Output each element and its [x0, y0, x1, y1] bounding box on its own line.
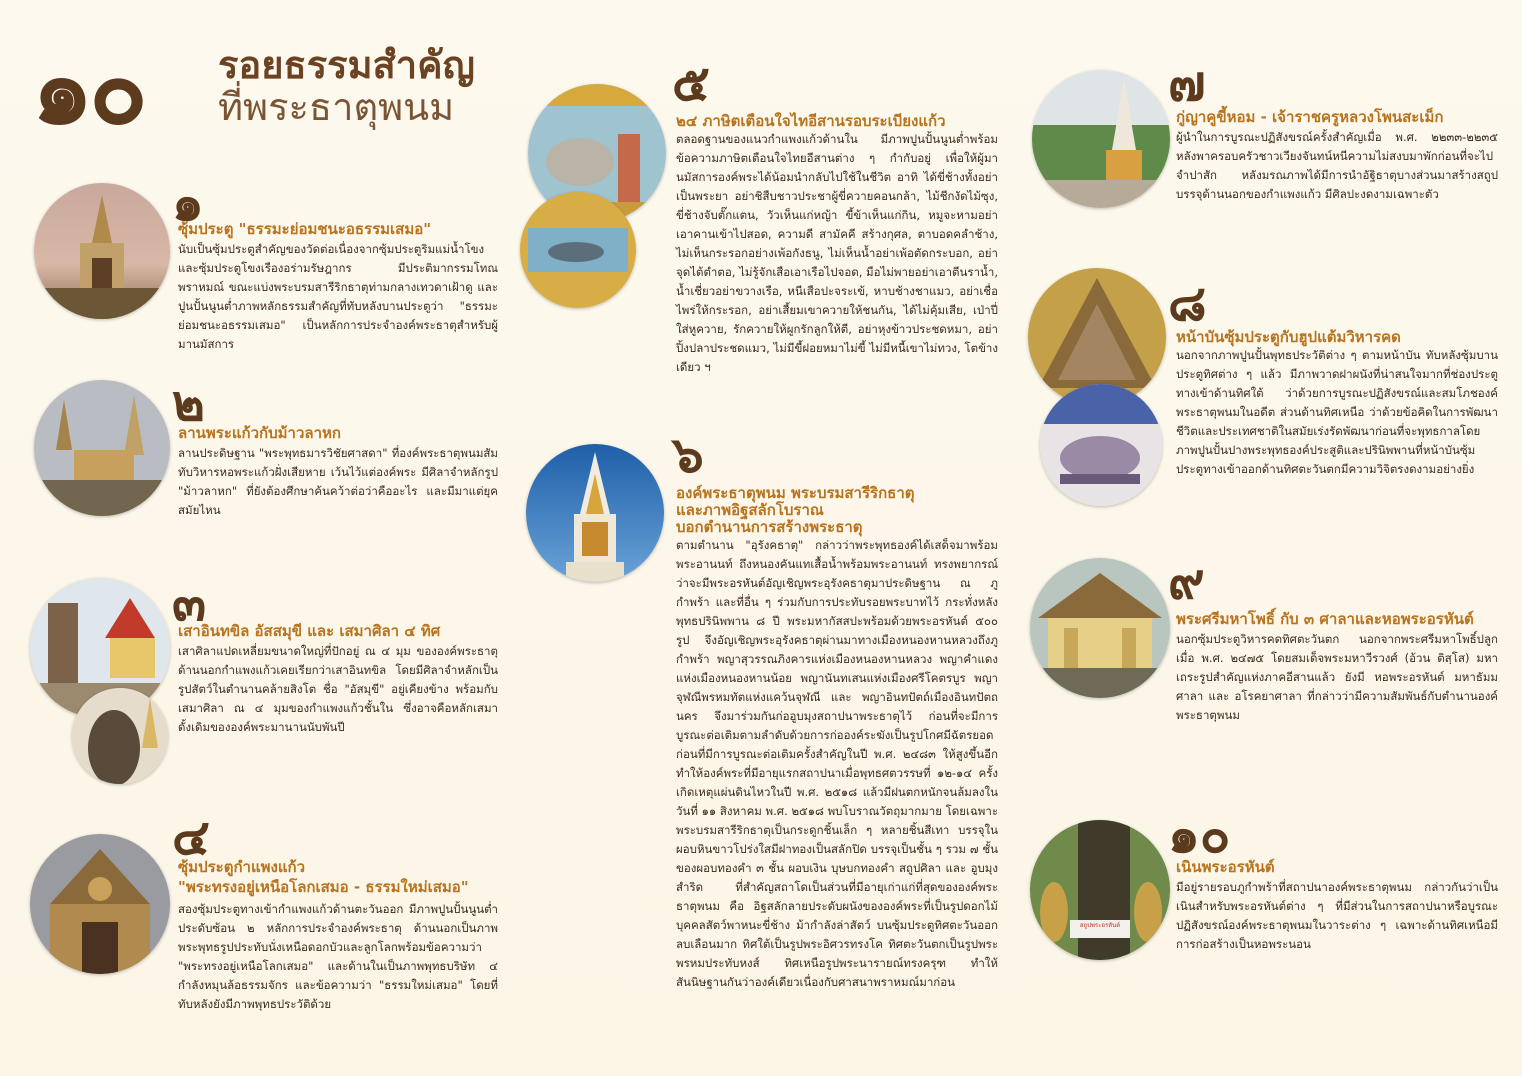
section-3-body: เสาศิลาแปดเหลี่ยมขนาดใหญ่ที่ปักอยู่ ณ ๔ มุม ขององค์พระธาตุด้านนอกกำแพงแก้วเคยเรียกว่าเสาอินทขิล โดยมีศิลาจำหลักเป็นรูปสัตว์ในตำนานคล้ายสิงโต ชื่อ "อัสมุขี" อยู่เคียงข้าง พร้อมกับเสมาศิลา ณ ๔ มุมของกำแพงแก้วชั้นใน ซึ่งอาจคือหลักเสมาดั้งเดิมขององค์พระมานานนับพันปี: [178, 644, 498, 734]
section-7-body: ผู้นำในการบูรณะปฏิสังขรณ์ครั้งสำคัญเมื่อ พ.ศ. ๒๒๓๓-๒๒๓๕ หลังพาครอบครัวชาวเวียงจันทน์หนีความไม่สงบมาพักก่อนที่จะไปจำปาสัก หลังมรณภาพได้มีการนำอัฐิธาตุบางส่วนมาสร้างสถูปบรรจุด้านนอกของกำแพงแก้ว มีศิลปะงดงามเฉพาะตัว: [1176, 130, 1498, 201]
stone-marker-photo: [72, 688, 168, 784]
temple-gate-photo: [34, 183, 170, 319]
section-5-heading: ๒๔ ภาษิตเตือนใจไทอีสานรอบระเบียงแก้ว: [676, 112, 946, 130]
page-subtitle: ที่พระธาตุพนม: [218, 85, 455, 129]
section-6-body: ตามตำนาน "อุรังคธาตุ" กล่าวว่าพระพุทธองค์ได้เสด็จมาพร้อมพระอานนท์ ถึงหนองคันแทเสื้อน้ำพร้อมพระอานนท์ ทรงพยากรณ์ว่าจะมีพระอรหันต์อัญเชิญพระอุรังคธาตุมาประดิษฐาน ณ ภูกำพร้า และที่อื่น ๆ ร่วมกับการประทับรอยพระบาทไว้ กระทั่งหลังพุทธปรินิพพาน ๘ ปี พระมหากัสสปะพร้อมด้วยพระอรหันต์ ๕๐๐ รูป จึงอัญเชิญพระอุรังคธาตุผ่านมาทางเมืองหนองหานหลวงถึงภูกำพร้า พญาสุวรรณภิงคารแห่งเมืองหนองหานหลวง พญาคำแดงแห่งเมืองหนองหานน้อย พญานันทเสนแห่งเมืองศรีโคตรบูร พญาจุฬณีพรหมทัตแห่งแคว้นจุฬณี และ พญาอินทปัตถ์เมืองอินทปัตถนคร จึงมาร่วมกันก่ออูบมุงสถาปนาพระธาตุไว้ ก่อนที่จะมีการบูรณะต่อเติมตามลำดับด้วยการก่อองค์ระฆังเป็นรูปโกศมีฉัตรยอด ก่อนที่มีการบูรณะต่อเติมครั้งสำคัญในปี พ.ศ. ๒๔๘๓ ให้สูงขึ้นอีก ทำให้องค์พระที่มีอายุแรกสถาปนาเมื่อพุทธศตวรรษที่ ๑๒-๑๔ ครั้งเกิดเหตุแผ่นดินไหวในปี พ.ศ. ๒๕๑๘ แล้วมีฝนตกหนักจนล้มลงในวันที่ ๑๑ สิงหาคม พ.ศ. ๒๕๑๘ พบโบราณวัตถุมากมาย โดยเฉพาะพระบรมสารีริกธาตุเป็นกระดูกชิ้นเล็ก ๆ หลายชิ้นสีเทา บรรจุในผอบหินขาวโปร่งใสมีฝาทองเป็นสลักปิด บรรจุเป็นชั้น ๆ รวม ๗ ชั้น ของผอบทองคำ ๓ ชั้น ผอบเงิน บุษบกทองคำ สถูปศิลา และ อูบมุงสำริด ที่สำคัญสถาโดเป็นส่วนที่มีอายุเก่าแก่ที่สุดขององค์พระธาตุพนม คือ อิฐสลักลายประดับผนังขององค์พระที่เป็นรูปดอกไม้ บุคคลสัตว์พาหนะขี่ช้าง ม้ากำลังล่าสัตว์ บนซุ้มประตูทิศตะวันออกลบเลือนมาก ทิศใต้เป็นรูปพระอิศวรทรงโค ทิศตะวันตกเป็นรูปพระพรหมประทับหงส์ ทิศเหนือรูปพระนารายณ์ทรงครุฑ ทำให้สันนิษฐานกันว่าองค์เดียวเนื่องกับศาสนาพราหมณ์มาก่อน: [676, 538, 998, 989]
wall-gate-photo: [30, 834, 170, 974]
section-4-number: ๔: [172, 808, 210, 866]
relief-mural-photo-2: [520, 192, 636, 308]
section-6-number: ๖: [672, 426, 704, 484]
reliquary-stupa-photo: [1032, 70, 1170, 208]
page-title: รอยธรรมสำคัญ: [218, 43, 475, 87]
section-5-body: ตลอดฐานของแนวกำแพงแก้วด้านใน มีภาพปูนปั้นนูนต่ำพร้อมข้อความภาษิตเตือนใจไทยอีสานต่าง ๆ กำกับอยู่ เพื่อให้ผู้มานมัสการองค์พระได้น้อมนำกลับไปใช้ในชีวิต อาทิ ได้ขี่ช้างทั้งอย่าเป็นพระยา อย่าชิสืบชาวประชาผู้ขี่ควายคอนกล้า, ไม้ชีกงัดไม้ซุง, ขี่ช้างจับตั๊กแตน, วัวเห็นแก่หญ้า ขี้ข้าเห็นแก่กิน, หมูจะหามอย่าเอาคานเข้าไปสอด, ความดี สามัคคี สร้างกุศล, ตาบอดคลำช้าง, ไม่เห็นกระรอกอย่างเพ้อกังธนู, ไม่เห็นน้ำอย่าเพ้อตัดกระบอก, อย่าจุดไต้ตำตอ, ไม่รู้จักเสือเอาเรือไปจอด, มือไม่พายอย่าเอาตีนราน้ำ, น้ำเชี่ยวอย่าขวางเรือ, หนีเสือปะจระเข้, หาบช้างชาแมว, อย่าเชื่อไพร่ให้กระรอก, อย่าเสี้ยมเขาควายให้ชนกัน, ได้ไม่คุ้มเสีย, เป่าปี่ใส่หูควาย, รักควายให้ผูกรักลูกให้ตี, อย่าหุงข้าวประชดหมา, อย่าปิ้งปลาประชดแมว, ไม่มีขี้ฝอยหมาไม่ขี้ ไม่มีหนี้เขาไม่ทวง, โตข้างเดียว ฯ: [676, 132, 998, 374]
section-4-heading: ซุ้มประตูกำแพงแก้ว: [178, 858, 306, 876]
courtyard-buddha-photo: [34, 380, 170, 516]
section-8-number: ๘: [1168, 274, 1207, 332]
section-4-heading-2: "พระทรงอยู่เหนือโลกเสมอ - ธรรมใหม่เสมอ": [178, 878, 469, 896]
section-1-number: ๑: [172, 174, 204, 232]
section-1-heading: ซุ้มประตู "ธรรมะย่อมชนะอธรรมเสมอ": [178, 220, 432, 238]
section-8-body: นอกจากภาพปูนปั้นพุทธประวัติต่าง ๆ ตามหน้าบัน ทับหลังซุ้มบานประตูทิศต่าง ๆ แล้ว มีภาพวาดฝาผนังที่น่าสนใจมากที่ช่องประตูทางเข้าด้านทิศใต้ ว่าด้วยการบูรณะปฏิสังขรณ์และสมโภชองค์พระธาตุพนมในอดีต ส่วนด้านทิศเหนือ ว่าด้วยข้อคิดในการพัฒนาชีวิตและประเทศชาติในสมัยเร่งรัดพัฒนาก่อนที่จะพุทธกาลโดยภาพปูนปั้นปางพระพุทธองค์ประสูติและปรินิพพานที่หน้าบันซุ้มประตูทางเข้าออกด้านทิศตะวันตกมีความวิจิตรงดงามอย่างยิ่ง: [1176, 348, 1498, 476]
section-10-body: มีอยู่รายรอบภูกำพร้าที่สถาปนาองค์พระธาตุพนม กล่าวกันว่าเป็นเนินสำหรับพระอรหันต์ต่าง ๆ ที่มีส่วนในการสถาปนาหรือบูรณะปฏิสังขรณ์องค์พระธาตุพนมในวาระต่าง ๆ เฉพาะด้านทิศเหนือมีการก่อสร้างเป็นหอพระนอน: [1176, 880, 1498, 951]
section-7-number: ๗: [1168, 54, 1206, 112]
pavilion-photo: [1030, 558, 1170, 698]
section-6-heading-3: บอกตำนานการสร้างพระธาตุ: [676, 518, 863, 536]
section-7-heading: กู่ญาคูขี้หอม - เจ้าราชครูหลวงโพนสะเม็ก: [1176, 108, 1444, 126]
memorial-sign-label: สถูปพระอรหันต์: [1079, 922, 1121, 929]
header-number: ๑๐: [32, 34, 144, 146]
tree-shrine-photo: [1030, 820, 1170, 960]
section-10-number: ๑๐: [1168, 806, 1231, 864]
section-3-heading: เสาอินทขิล อัสสมุขี และ เสมาศิลา ๔ ทิศ: [178, 622, 441, 640]
section-2-number: ๒: [172, 374, 205, 432]
section-9-heading: พระศรีมหาโพธิ์ กับ ๓ ศาลาและหอพระอรหันต์: [1176, 610, 1474, 628]
mural-painting-photo: [1040, 384, 1162, 506]
section-9-number: ๙: [1168, 552, 1205, 610]
section-3-number: ๓: [172, 574, 207, 632]
section-5-number: ๕: [672, 54, 710, 112]
section-9-body: นอกซุ้มประตูวิหารคดทิศตะวันตก นอกจากพระศรีมหาโพธิ์ปลูกเมื่อ พ.ศ. ๒๔๗๕ โดยสมเด็จพระมหาวีรวงศ์ (อ้วน ติสฺโส) มหาเถระรูปสำคัญแห่งภาคอีสานแล้ว ยังมี หอพระอรหันต์ มหาธัมมศาลา และ อโรคยาศาลา ที่กล่าวว่ามีความสัมพันธ์กับตำนานองค์พระธาตุพนม: [1176, 632, 1498, 722]
section-4-body: สองซุ้มประตูทางเข้ากำแพงแก้วด้านตะวันออก มีภาพปูนปั้นนูนต่ำประดับซ้อน ๒ หลักการประจำองค์พระธาตุ ด้านนอกเป็นภาพพระพุทธรูปประทับนั่งเหนือดอกบัวและลูกโลกพร้อมข้อความว่า "พระทรงอยู่เหนือโลกเสมอ" และด้านในเป็นภาพพุทธบริษัท ๔ กำลังหมุนล้อธรรมจักร และข้อความว่า "ธรรมใหม่เสมอ" โดยที่ทับหลังยังมีภาพพุทธประวัติด้วย: [178, 902, 498, 1011]
section-10-heading: เนินพระอรหันต์: [1176, 858, 1275, 876]
section-2-heading: ลานพระแก้วกับม้าวลาหก: [178, 424, 341, 442]
section-6-heading: องค์พระธาตุพนม พระบรมสารีริกธาตุ: [676, 484, 915, 502]
section-2-body: ลานประดิษฐาน "พระพุทธมารวิชัยศาสดา" ที่องค์พระธาตุพนมสัมทับวิหารหอพระแก้วฝั่งเสียหาย เว้นไว้แต่องค์พระ มีศิลาจำหลักรูป "ม้าวลาหก" ที่ยังต้องศึกษาค้นคว้าต่อว่าคืออะไร และมีมาแต่ยุคสมัยไหน: [178, 446, 498, 517]
section-1-body: นับเป็นซุ้มประตูสำคัญของวัดต่อเนื่องจากซุ้มประตูริมแม่น้ำโขง และซุ้มประตูโขงเรืองอร่ามรัษฎากร มีประติมากรรมโทณพราหมณ์ ขณะแบ่งพระบรมสารีริกธาตุท่ามกลางเทวดาเฝ้าดู และปูนปั้นนูนต่ำภาพหลักธรรมสำคัญที่ทับหลังบานประตูว่า "ธรรมะย่อมชนะอธรรมเสมอ" เป็นหลักการประจำองค์พระธาตุสำหรับผู้มานมัสการ: [178, 242, 498, 351]
stupa-photo: [526, 444, 664, 582]
section-6-heading-2: และภาพอิฐสลักโบราณ: [676, 501, 824, 519]
section-8-heading: หน้าบันซุ้มประตูกับฮูปแต้มวิหารคด: [1176, 328, 1401, 346]
